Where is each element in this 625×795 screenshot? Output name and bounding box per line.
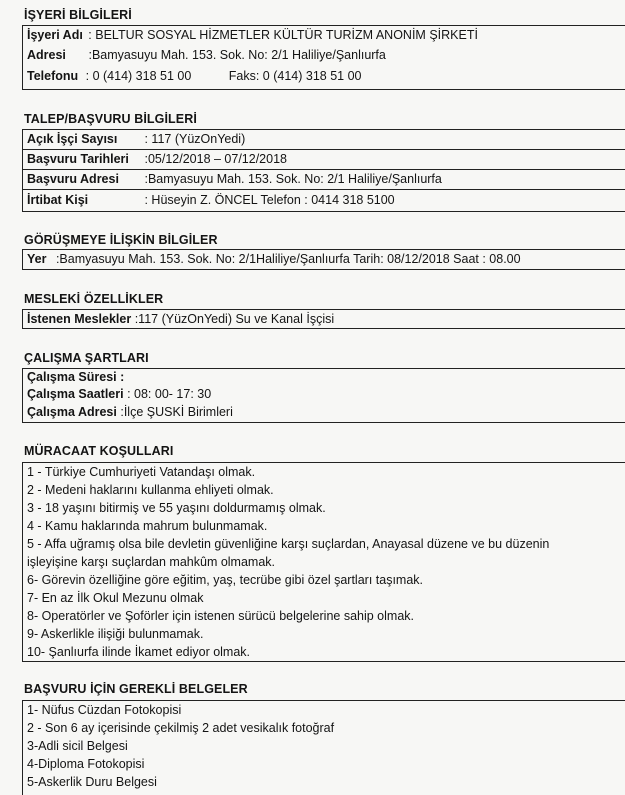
employer-box — [22, 25, 625, 90]
interview-value: :Bamyasuyu Mah. 153. Sok. No: 2/1Haliliye/Şanlıurfa Tarih: 08/12/2018 Saat : 08.00 — [55, 252, 521, 266]
employer-phone-label: Telefonu — [27, 69, 79, 83]
profession-row — [23, 310, 625, 328]
documents-box — [22, 700, 625, 795]
requirement-item: 3 - 18 yaşını bitirmiş ve 55 yaşını doldurmamış olmak. — [27, 501, 326, 515]
request-row-value: :Bamyasuyu Mah. 153. Sok. No: 2/1 Haliliye/Şanlıurfa — [144, 172, 442, 186]
employer-address-value: :Bamyasuyu Mah. 153. Sok. No: 2/1 Haliliye/Şanlıurfa — [88, 48, 386, 62]
conditions-address-value: :İlçe ŞUSKİ Birimleri — [120, 405, 233, 419]
employer-name-row — [23, 25, 625, 45]
document-item: 1- Nüfus Cüzdan Fotokopisi — [27, 703, 182, 717]
request-row — [23, 170, 625, 190]
conditions-hours-label: Çalışma Saatleri — [27, 387, 124, 401]
requirements-box — [22, 462, 625, 662]
request-row-label: İrtibat Kişi — [27, 193, 89, 207]
documents-heading: BAŞVURU İÇİN GEREKLİ BELGELER — [24, 682, 248, 696]
conditions-hours-row — [23, 386, 625, 403]
interview-label: Yer — [27, 252, 47, 266]
request-row-label: Başvuru Adresi — [27, 172, 119, 186]
request-row-value: : 117 (YüzOnYedi) — [144, 132, 246, 146]
request-row-value: :05/12/2018 – 07/12/2018 — [144, 152, 287, 166]
conditions-address-row — [23, 403, 625, 421]
request-row-label: Açık İşçi Sayısı — [27, 132, 118, 146]
request-box — [22, 129, 625, 212]
request-row-value: : Hüseyin Z. ÖNCEL Telefon : 0414 318 5100 — [144, 193, 395, 207]
requirement-item: 6- Görevin özelliğine göre eğitim, yaş, tecrübe gibi özel şartları taşımak. — [27, 573, 424, 587]
interview-row — [23, 250, 625, 269]
conditions-duration-row — [23, 369, 625, 386]
interview-heading: GÖRÜŞMEYE İLİŞKİN BİLGİLER — [24, 233, 218, 247]
employer-fax: Faks: 0 (414) 318 51 00 — [228, 69, 362, 83]
employer-heading: İŞYERİ BİLGİLERİ — [24, 8, 132, 22]
document-item: 2 - Son 6 ay içerisinde çekilmiş 2 adet vesikalık fotoğraf — [27, 721, 335, 735]
requirement-item: 4 - Kamu haklarında mahrum bulunmamak. — [27, 519, 268, 533]
requirements-heading: MÜRACAAT KOŞULLARI — [24, 444, 174, 458]
requirement-item: 7- En az İlk Okul Mezunu olmak — [27, 591, 204, 605]
requirement-item: 5 - Affa uğramış olsa bile devletin güvenliğine karşı suçlardan, Anayasal düzene ve bu düzenin — [27, 537, 550, 551]
document-item: 5-Askerlik Duru Belgesi — [27, 775, 157, 789]
employer-name-value: : BELTUR SOSYAL HİZMETLER KÜLTÜR TURİZM ANONİM ŞİRKETİ — [88, 28, 478, 42]
conditions-heading: ÇALIŞMA ŞARTLARI — [24, 351, 149, 365]
requirement-item: işleyişine karşı suçlardan mahkûm olmamak. — [27, 555, 276, 569]
employer-phone-row — [23, 65, 625, 87]
interview-box — [22, 250, 625, 270]
employer-address-label: Adresi — [27, 48, 66, 62]
employer-phone-value: : 0 (414) 318 51 00 — [85, 69, 192, 83]
conditions-hours-value: : 08: 00- 17: 30 — [127, 387, 212, 401]
profession-value: :117 (YüzOnYedi) Su ve Kanal İşçisi — [134, 312, 335, 326]
employer-address-row — [23, 45, 625, 65]
conditions-address-label: Çalışma Adresi — [27, 405, 117, 419]
document-item: 3-Adli sicil Belgesi — [27, 739, 128, 753]
employer-name-label: İşyeri Adı — [27, 28, 83, 42]
request-row — [23, 190, 625, 211]
requirement-item: 10- Şanlıurfa ilinde İkamet ediyor olmak. — [27, 645, 251, 659]
request-row — [23, 150, 625, 170]
requirement-item: 2 - Medeni haklarını kullanma ehliyeti olmak. — [27, 483, 274, 497]
request-heading: TALEP/BAŞVURU BİLGİLERİ — [24, 112, 197, 126]
conditions-box — [22, 368, 625, 423]
profession-box — [22, 309, 625, 329]
requirement-item: 1 - Türkiye Cumhuriyeti Vatandaşı olmak. — [27, 465, 256, 479]
profession-label: İstenen Meslekler — [27, 312, 132, 326]
request-row — [23, 130, 625, 150]
document-item: 4-Diploma Fotokopisi — [27, 757, 145, 771]
requirement-item: 9- Askerlikle ilişiği bulunmamak. — [27, 627, 204, 641]
conditions-duration-label: Çalışma Süresi : — [27, 370, 125, 384]
request-row-label: Başvuru Tarihleri — [27, 152, 129, 166]
requirement-item: 8- Operatörler ve Şoförler için istenen sürücü belgelerine sahip olmak. — [27, 609, 414, 623]
profession-heading: MESLEKİ ÖZELLİKLER — [24, 292, 164, 306]
